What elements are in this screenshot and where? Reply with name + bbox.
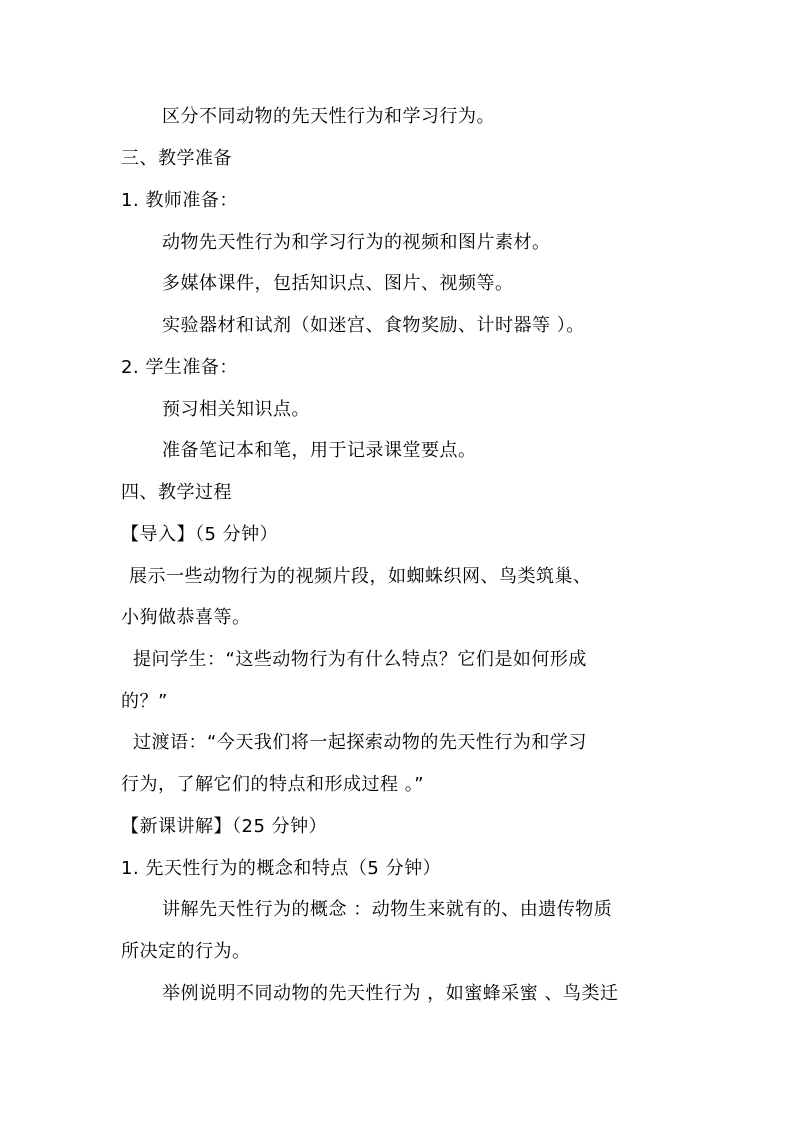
paragraph-line: 提问学生：“这些动物行为有什么特点？它们是如何形成: [133, 649, 587, 670]
paragraph-line: 的？”: [121, 691, 168, 712]
paragraph-line: 过渡语：“今天我们将一起探索动物的先天性行为和学习: [133, 732, 587, 753]
paragraph-line: 小狗做恭喜等。: [121, 607, 251, 628]
phase-heading: 【新课讲解】（25 分钟）: [121, 816, 328, 837]
paragraph-line: 所决定的行为。: [121, 941, 251, 962]
section-heading: 三、教学准备: [121, 148, 232, 169]
list-item: 准备笔记本和笔，用于记录课堂要点。: [162, 440, 477, 461]
list-item: 动物先天性行为和学习行为的视频和图片素材。: [162, 232, 551, 253]
paragraph-line: 区分不同动物的先天性行为和学习行为。: [162, 106, 495, 127]
section-heading: 四、教学过程: [121, 482, 232, 503]
subsection-heading: 1. 教师准备：: [121, 190, 238, 211]
list-item: 多媒体课件，包括知识点、图片、视频等。: [162, 273, 514, 294]
paragraph-line: 讲解先天性行为的概念 ：动物生来就有的、由遗传物质: [162, 899, 613, 920]
paragraph-line: 举例说明不同动物的先天性行为 ，如蜜蜂采蜜 、鸟类迁: [162, 983, 619, 1004]
subsection-heading: 2. 学生准备：: [121, 357, 238, 378]
paragraph-line: 行为，了解它们的特点和形成过程 。”: [121, 774, 425, 795]
subsection-heading: 1. 先天性行为的概念和特点（5 分钟）: [121, 858, 442, 879]
phase-heading: 【导入】（5 分钟）: [121, 524, 279, 545]
paragraph-line: 展示一些动物行为的视频片段，如蜘蛛织网、鸟类筑巢、: [129, 566, 592, 587]
list-item: 实验器材和试剂（如迷宫、食物奖励、计时器等 ）。: [162, 315, 585, 336]
list-item: 预习相关知识点。: [162, 399, 310, 420]
